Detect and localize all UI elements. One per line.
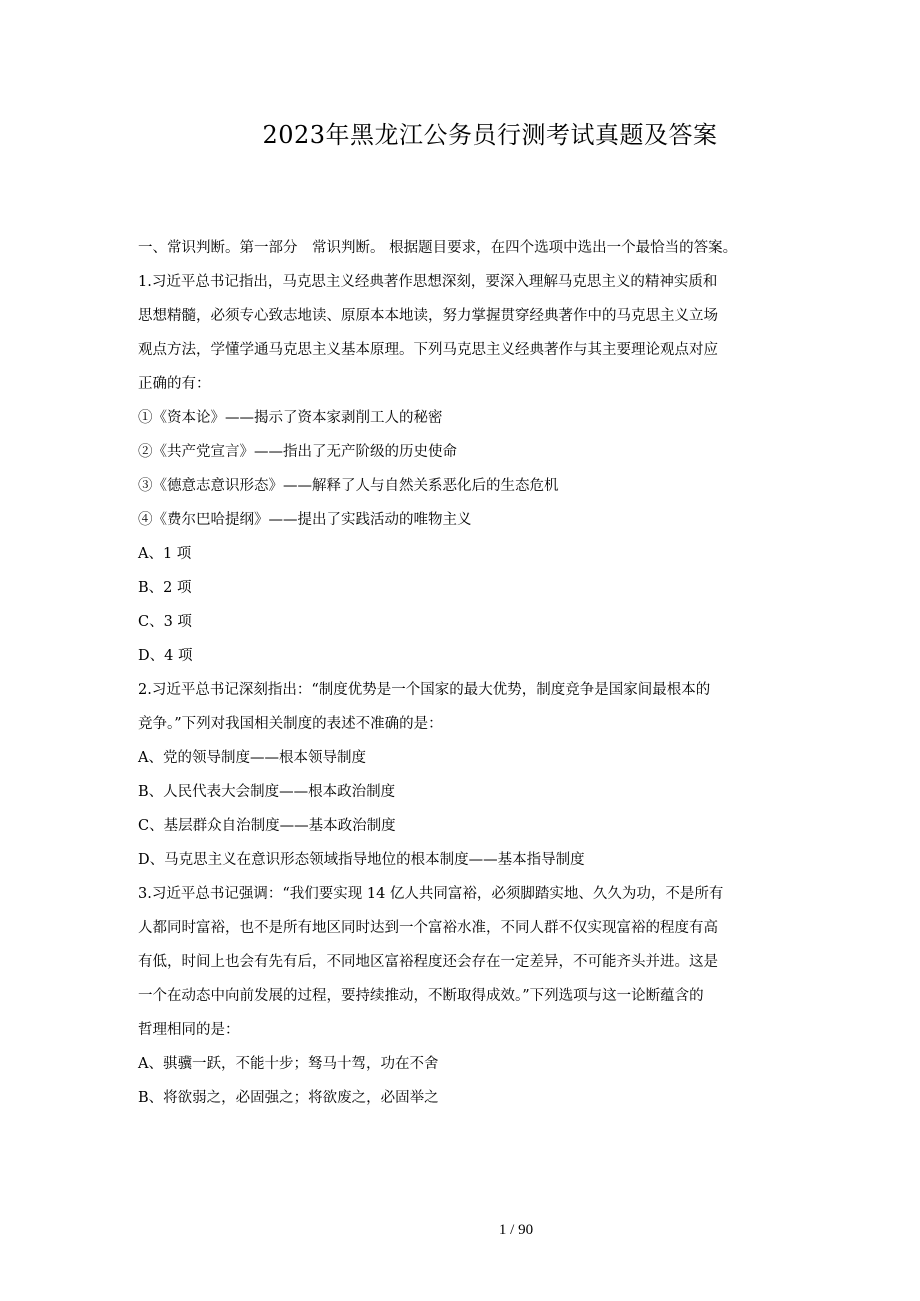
- q2-option-d: D、马克思主义在意识形态领域指导地位的根本制度——基本指导制度: [138, 852, 585, 868]
- q3-stem-line-2: 人都同时富裕，也不是所有地区同时达到一个富裕水准，不同人群不仅实现富裕的程度有高: [138, 920, 718, 936]
- q1-item-2: ②《共产党宣言》——指出了无产阶级的历史使命: [138, 444, 457, 460]
- q3-option-b: B、将欲弱之，必固强之；将欲废之，必固举之: [138, 1090, 439, 1106]
- q1-option-d: D、4 项: [138, 648, 193, 664]
- q1-option-c: C、3 项: [138, 614, 192, 630]
- q3-stem-line-3: 有低，时间上也会有先有后，不同地区富裕程度还会存在一定差异，不可能齐头并进。这是: [138, 954, 718, 970]
- q1-stem-line-2: 思想精髓，必须专心致志地读、原原本本地读，努力掌握贯穿经典著作中的马克思主义立场: [138, 308, 718, 324]
- q1-stem-line-3: 观点方法，学懂学通马克思主义基本原理。下列马克思主义经典著作与其主要理论观点对应: [138, 342, 718, 358]
- q2-option-c: C、基层群众自治制度——基本政治制度: [138, 818, 396, 834]
- q2-stem-line-2: 竞争。”下列对我国相关制度的表述不准确的是：: [138, 716, 443, 732]
- section-intro: 一、常识判断。第一部分 常识判断。 根据题目要求，在四个选项中选出一个最恰当的答案。: [138, 240, 738, 256]
- q1-item-1: ①《资本论》——揭示了资本家剥削工人的秘密: [138, 410, 443, 426]
- q3-option-a: A、骐骥一跃，不能十步；驽马十驾，功在不舍: [138, 1056, 439, 1072]
- document-body: [138, 231, 788, 1115]
- q2-stem-line-1: 2.习近平总书记深刻指出：“制度优势是一个国家的最大优势，制度竞争是国家间最根本的: [138, 682, 711, 698]
- page-number: 1 / 90: [498, 1222, 534, 1238]
- q1-item-4: ④《费尔巴哈提纲》——提出了实践活动的唯物主义: [138, 512, 472, 528]
- q1-stem-line-1: 1.习近平总书记指出，马克思主义经典著作思想深刻，要深入理解马克思主义的精神实质和: [138, 274, 718, 290]
- q1-option-b: B、2 项: [138, 580, 192, 596]
- document-title: 2023年黑龙江公务员行测考试真题及答案: [262, 121, 718, 149]
- q2-option-a: A、党的领导制度——根本领导制度: [138, 750, 366, 766]
- q3-stem-line-4: 一个在动态中向前发展的过程，要持续推动，不断取得成效。”下列选项与这一论断蕴含的: [138, 988, 704, 1004]
- q1-option-a: A、1 项: [138, 546, 192, 562]
- q3-stem-line-5: 哲理相同的是：: [138, 1022, 240, 1038]
- q2-option-b: B、人民代表大会制度——根本政治制度: [138, 784, 396, 800]
- q1-stem-line-4: 正确的有：: [138, 376, 211, 392]
- q1-item-3: ③《德意志意识形态》——解释了人与自然关系恶化后的生态危机: [138, 478, 559, 494]
- q3-stem-line-1: 3.习近平总书记强调：“我们要实现 14 亿人共同富裕，必须脚踏实地、久久为功，不是所有: [138, 886, 724, 902]
